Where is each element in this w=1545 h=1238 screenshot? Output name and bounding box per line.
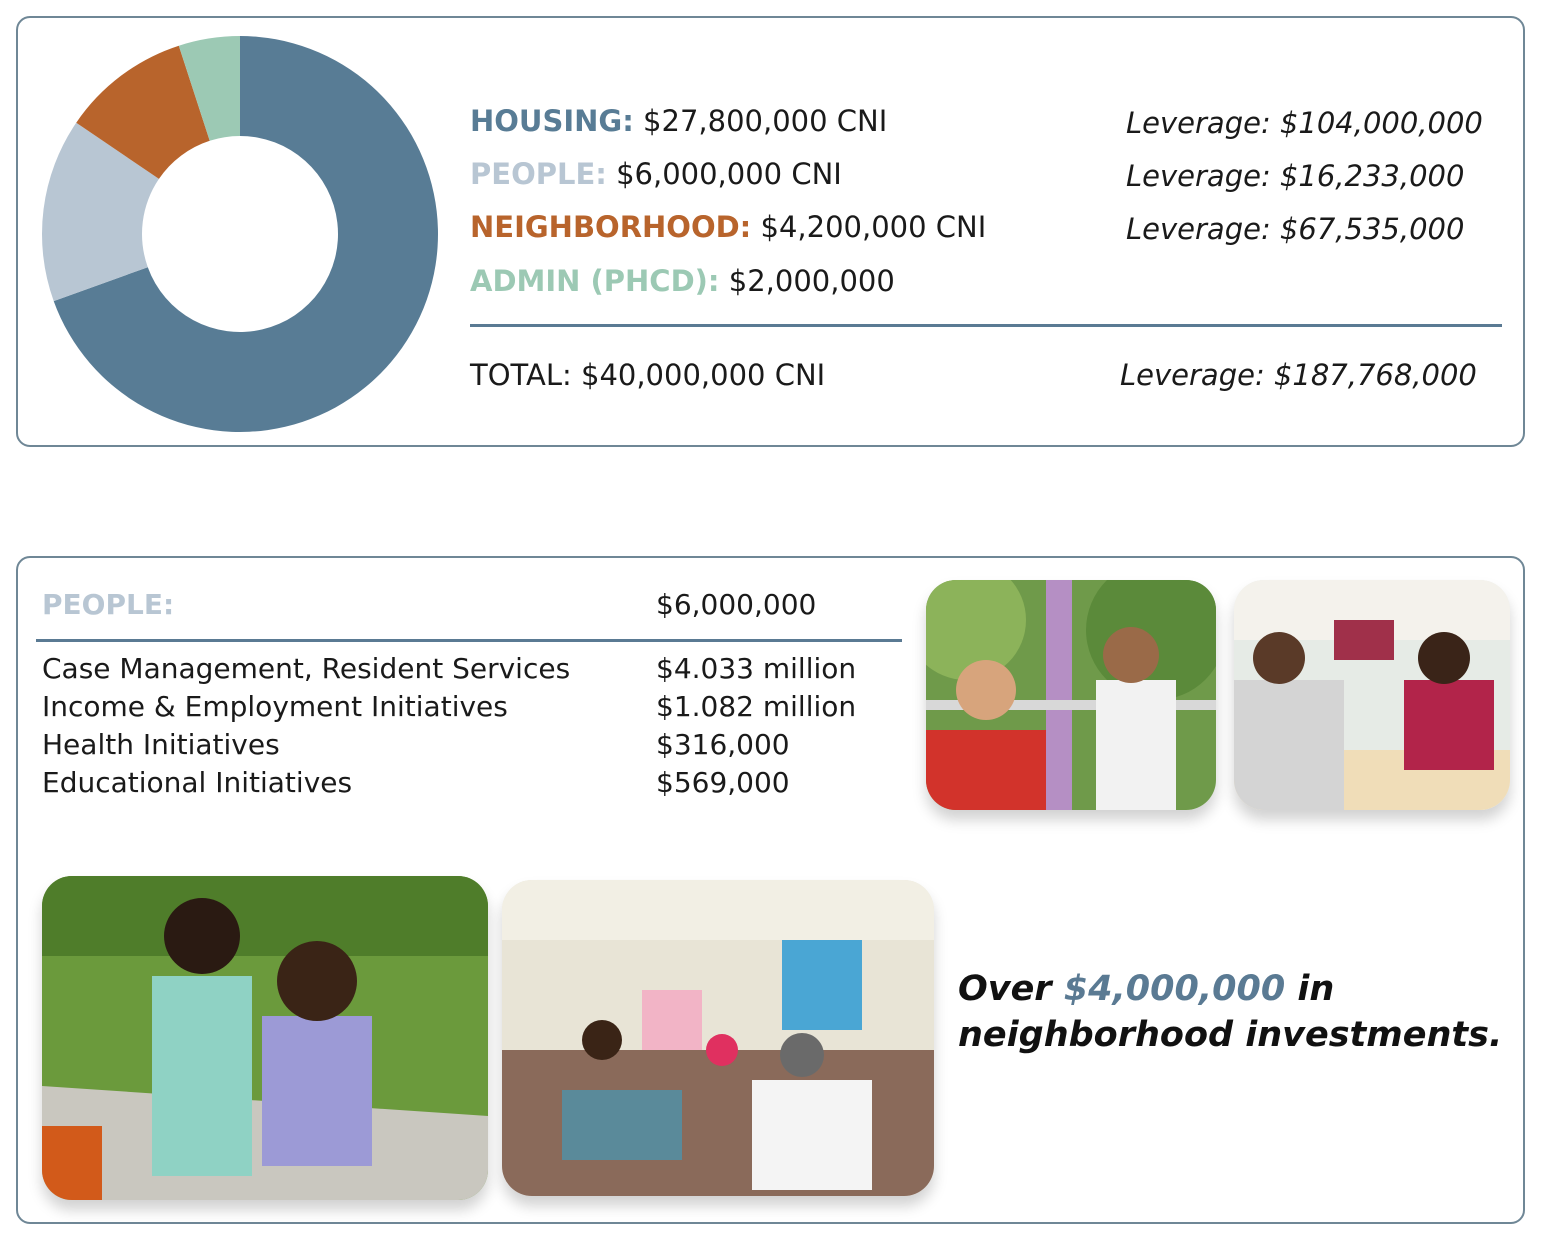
- leverage-housing: Leverage: $104,000,000: [1126, 106, 1483, 140]
- people-row-value: $1.082 million: [656, 690, 857, 723]
- people-row-value: $4.033 million: [656, 652, 857, 685]
- leverage-people: Leverage: $16,233,000: [1126, 159, 1465, 193]
- legend-neighborhood: [470, 210, 986, 244]
- people-row-label: Health Initiatives: [42, 728, 280, 761]
- callout-suffix: in: [1285, 969, 1335, 1009]
- people-heading: PEOPLE:: [42, 588, 175, 621]
- legend-people: [470, 157, 842, 191]
- funding-summary-panel: [16, 16, 1525, 447]
- legend-people-amount: $6,000,000 CNI: [616, 157, 842, 191]
- investment-callout: [958, 966, 1502, 1058]
- photo-girls-grass: [42, 876, 488, 1200]
- legend-neighborhood-label: NEIGHBORHOOD:: [470, 210, 752, 244]
- callout-line2: neighborhood investments.: [958, 1015, 1503, 1055]
- legend-admin-amount: $2,000,000: [728, 264, 895, 298]
- photo-community-party: [502, 880, 934, 1196]
- legend-people-label: PEOPLE:: [470, 157, 607, 191]
- people-row-label: Educational Initiatives: [42, 766, 353, 799]
- people-row-label: Case Management, Resident Services: [42, 652, 571, 685]
- photo-boys-playground: [926, 580, 1216, 810]
- legend-admin: [470, 264, 895, 298]
- summary-divider: [470, 324, 1502, 327]
- people-divider: [36, 639, 902, 642]
- legend-housing-amount: $27,800,000 CNI: [643, 104, 888, 138]
- callout-prefix: Over: [958, 969, 1064, 1009]
- people-detail-panel: [16, 556, 1525, 1224]
- photo-women-meeting: [1234, 580, 1510, 810]
- total-amount: TOTAL: $40,000,000 CNI: [470, 358, 826, 392]
- callout-highlight: $4,000,000: [1063, 969, 1286, 1009]
- funding-donut-chart: [40, 34, 440, 434]
- legend-admin-label: ADMIN (PHCD):: [470, 264, 720, 298]
- legend-housing-label: HOUSING:: [470, 104, 634, 138]
- people-row-value: $316,000: [656, 728, 790, 761]
- people-total: $6,000,000: [656, 588, 817, 621]
- people-row-value: $569,000: [656, 766, 790, 799]
- legend-housing: [470, 104, 887, 138]
- legend-neighborhood-amount: $4,200,000 CNI: [760, 210, 987, 244]
- leverage-neighborhood: Leverage: $67,535,000: [1126, 212, 1465, 246]
- people-row-label: Income & Employment Initiatives: [42, 690, 508, 723]
- total-leverage: Leverage: $187,768,000: [1120, 358, 1477, 392]
